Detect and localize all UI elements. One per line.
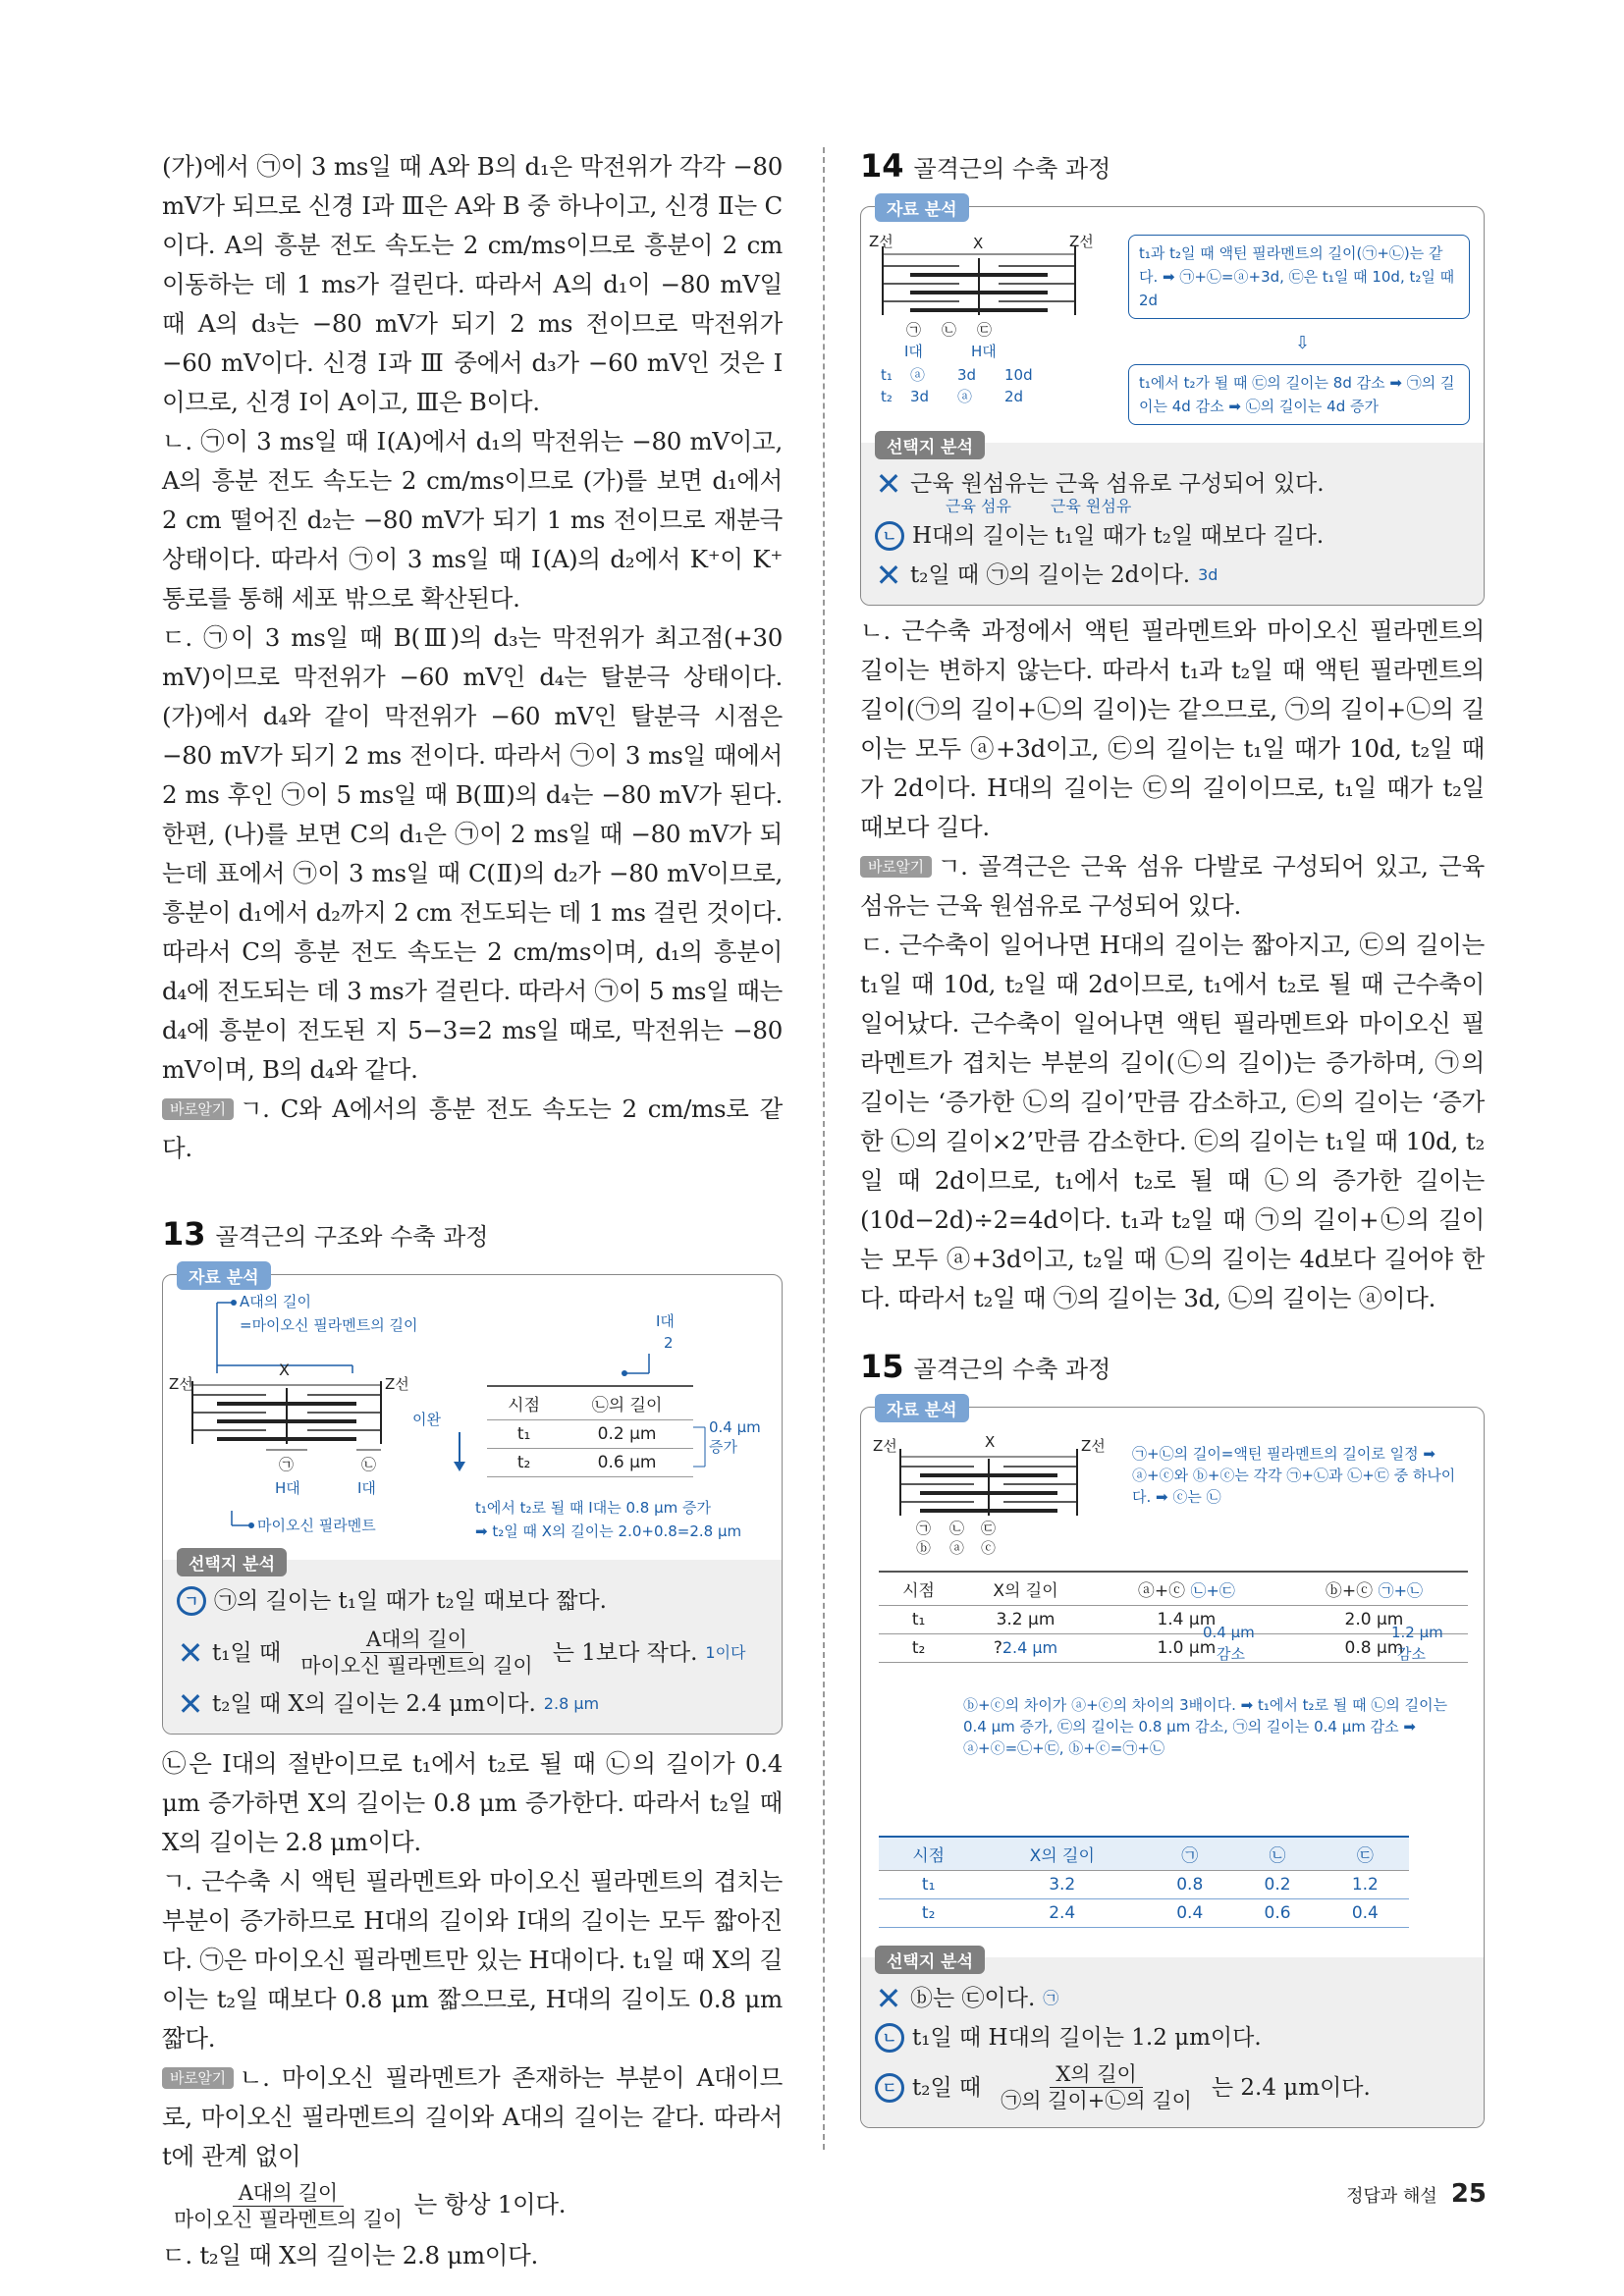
q14-option-1: ✕ 근육 원섬유는 근육 섬유로 구성되어 있다. xyxy=(875,465,1325,503)
option-analysis-tag: 선택지 분석 xyxy=(875,431,985,459)
question-15-heading: 15 골격근의 수축 과정 xyxy=(860,1348,1111,1385)
q13-correction-formula: $\frac{\text{A대의 길이}}{\text{마이오신 필라멘트의 길이}}$ 는 항상 1이다. xyxy=(174,2181,567,2231)
q15-result-table: 시점 X의 길이 ㉠ ㉡ ㉢ t₁ 3.2 0.8 0.2 1.2 t₂ 2.4 0.4 0.6 0.4 xyxy=(879,1836,1409,1928)
data-analysis-tag: 자료 분석 xyxy=(177,1261,271,1290)
page-footer xyxy=(1346,2179,1487,2209)
q15-note-mid: ⓑ+ⓒ의 차이가 ⓐ+ⓒ의 차이의 3배이다. ➡ t₁에서 t₂로 될 때 ㉡의 길이는 0.4 μm 증가, ㉢의 길이는 0.8 μm 감소, ㉠의 길이는 0.4 μm 감소 ➡ ⓐ+ⓒ=㉡+㉢, ⓑ+ⓒ=㉠+㉡ xyxy=(963,1696,1448,1757)
z-line-label: Z선 xyxy=(869,233,893,250)
option-analysis-tag: 선택지 분석 xyxy=(875,1946,985,1974)
decrease-amount-1: 0.4 μm xyxy=(1203,1624,1255,1641)
label-circle-2: ㉡ xyxy=(949,1520,965,1537)
x-label: X xyxy=(985,1433,996,1451)
q13-explanation: ㉡은 I대의 절반이므로 t₁에서 t₂로 될 때 ㉡의 길이가 0.4 μm 증가하면 X의 길이는 0.8 μm 증가한다. 따라서 t₂일 때 X의 길이는 2.8 μm이다. xyxy=(162,1749,783,1856)
explanation-paragraph: (가)에서 ㉠이 3 ms일 때 A와 B의 d₁은 막전위가 각각 −80 mV가 되므로 신경 Ⅰ과 Ⅲ은 A와 B 중 하나이고, 신경 Ⅱ는 C이다. A의 흥분 전도 속도는 2 cm/ms이므로 흥분이 2 cm 이동하는 데 1 ms가 걸린다. 따라서 A의 d₁이 −80 mV일 때 A의 d₃는 −80 mV가 되기 2 ms 전이므로 막전위가 −60 mV이다. 신경 Ⅰ과 Ⅲ 중에서 d₃가 −60 mV인 것은 Ⅰ이므로, 신경 Ⅰ이 A이고, Ⅲ은 B이다. xyxy=(162,152,783,416)
column-divider xyxy=(823,147,825,2150)
label-circle-3: ㉢ xyxy=(977,321,993,339)
label-circle-2: ㉡ xyxy=(942,321,957,339)
q13-option-3: ✕ t₂일 때 X의 길이는 2.4 μm이다. 2.8 μm xyxy=(177,1685,600,1723)
correction-paragraph: 바로알기 ㄱ. C와 A에서의 흥분 전도 속도는 2 cm/ms로 같다. xyxy=(162,1095,783,1162)
correction-tag: 바로알기 xyxy=(162,1098,234,1120)
i-band-label: I대 xyxy=(357,1479,376,1497)
right-column xyxy=(860,147,1485,2128)
q13-analysis-box xyxy=(162,1268,783,1735)
q13-option-1: ㄱ ㉠의 길이는 t₁일 때가 t₂일 때보다 짧다. xyxy=(177,1581,768,1621)
q13-diagram-area xyxy=(163,1275,782,1560)
q14-values: t₁ ⓐ 3d 10d t₂ 3d ⓐ 2d xyxy=(881,366,1033,405)
i-band-annotation-2: 2 xyxy=(664,1334,674,1352)
label-circle-1: ㉠ xyxy=(916,1520,932,1537)
i-band-label: I대 xyxy=(904,343,923,360)
z-line-label: Z선 xyxy=(873,1437,897,1455)
q15-option-1: ✕ ⓑ는 ㉢이다. ㉠ xyxy=(875,1980,1059,2017)
explanation-paragraph: ㄷ. ㉠이 3 ms일 때 B(Ⅲ)의 d₃는 막전위가 최고점(+30 mV)이므로 막전위가 −60 mV인 d₄는 탈분극 상태이다. (가)에서 d₄와 같이 막전위가 −60 mV인 탈분극 시점은 −80 mV가 되기 2 ms 전이다. 따라서 ㉠이 3 ms일 때에서 2 ms 후인 ㉠이 5 ms일 때 B(Ⅲ)의 d₄는 −80 mV가 된다. 한편, (나)를 보면 C의 d₁은 ㉠이 2 ms일 때 −80 mV가 되는데 표에서 ㉠이 3 ms일 때 C(Ⅱ)의 d₂가 −80 mV이므로, 흥분이 d₁에서 d₂까지 2 cm 전도되는 데 1 ms 걸린 것이다. 따라서 C의 흥분 전도 속도는 2 cm/ms이며, d₁의 흥분이 d₄에 전도되는 데 3 ms가 걸린다. 따라서 ㉠이 5 ms일 때는 d₄에 흥분이 전도된 지 5−3=2 ms일 때로, 막전위는 −80 mV이며, B의 d₄와 같다. xyxy=(162,623,783,1084)
left-column xyxy=(162,147,783,2275)
q14-option-2: ㄴ H대의 길이는 t₁일 때가 t₂일 때보다 길다. xyxy=(875,516,1470,556)
relax-label: 이완 xyxy=(412,1411,441,1428)
q15-analysis-box xyxy=(860,1401,1485,2128)
label-circle-2: ㉡ xyxy=(361,1456,377,1473)
x-label: X xyxy=(973,235,984,252)
myosin-label: 마이오신 필라멘트 xyxy=(257,1517,376,1534)
q14-option-1-fix: 근육 섬유 근육 원섬유 xyxy=(946,497,1132,515)
q15-option-2: ㄴ t₁일 때 H대의 길이는 1.2 μm이다. xyxy=(875,2018,1470,2057)
a-band-annotation-2: =마이오신 필라멘트의 길이 xyxy=(240,1316,418,1334)
z-line-label: Z선 xyxy=(1069,233,1094,250)
z-line-label: Z선 xyxy=(385,1375,409,1393)
q14-note-box-1: t₁과 t₂일 때 액틴 필라멘트의 길이(㉠+㉡)는 같다. ➡ ㉠+㉡=ⓐ+3d, ㉢은 t₁일 때 10d, t₂일 때 2d xyxy=(1128,235,1470,319)
decrease-amount-2: 1.2 μm xyxy=(1391,1624,1443,1641)
q15-diagram-area xyxy=(861,1408,1484,1957)
decrease-label-2: 감소 xyxy=(1397,1645,1426,1663)
q15-sarcomere-diagram xyxy=(861,1408,1097,1545)
q14-correction: 바로알기 ㄱ. 골격근은 근육 섬유 다발로 구성되어 있고, 근육 섬유는 근육 원섬유로 구성되어 있다. xyxy=(860,852,1485,920)
q15-option-3: ㄷ t₂일 때 $\frac{\text{X의 길이}}{\text{㉠의 길이+㉡의 길이}}$ 는 2.4 μm이다. xyxy=(875,2057,1470,2117)
increase-amount: 0.4 μm xyxy=(709,1418,761,1436)
i-band-annotation: I대 xyxy=(656,1312,675,1330)
data-analysis-tag: 자료 분석 xyxy=(875,193,969,222)
q13-correction: 바로알기 ㄴ. 마이오신 필라멘트가 존재하는 부분이 A대이므로, 마이오신 필라멘트의 길이와 A대의 길이는 같다. 따라서 t에 관계 없이 xyxy=(162,2063,783,2170)
data-analysis-tag: 자료 분석 xyxy=(875,1394,969,1422)
h-band-label: H대 xyxy=(275,1479,300,1497)
a-band-annotation: A대의 길이 xyxy=(240,1293,311,1310)
down-arrow-icon: ⇩ xyxy=(1295,333,1311,353)
q14-note-box-2: t₁에서 t₂가 될 때 ㉢의 길이는 8d 감소 ➡ ㉠의 길이는 4d 감소 ➡ ㉡의 길이는 4d 증가 xyxy=(1128,364,1470,425)
question-14-heading: 14 골격근의 수축 과정 xyxy=(860,147,1111,185)
label-c: ⓒ xyxy=(981,1539,997,1557)
q13-option-2: ✕ t₁일 때 $\frac{\text{A대의 길이}}{\text{마이오신 필라멘트의 길이}}$ 는 1보다 작다. 1이다 xyxy=(177,1628,746,1678)
question-13-heading: 13 골격근의 구조와 수축 과정 xyxy=(162,1215,489,1253)
q14-option-3: ✕ t₂일 때 ㉠의 길이는 2d이다. 3d xyxy=(875,557,1218,594)
label-a: ⓐ xyxy=(949,1539,965,1557)
label-b: ⓑ xyxy=(916,1539,932,1557)
q14-correction-2: ㄷ. 근수축이 일어나면 H대의 길이는 짧아지고, ㉢의 길이는 t₁일 때 10d, t₂일 때 2d이므로, t₁에서 t₂로 될 때 근수축이 일어났다. 근수축이 일어나면 액틴 필라멘트와 마이오신 필라멘트가 겹치는 부분의 길이(㉡의 길이)는 증가하며, ㉠의 길이는 ‘증가한 ㉡의 길이’만큼 감소하고, ㉢의 길이는 ‘증가한 ㉡의 길이×2’만큼 감소한다. ㉢의 길이는 t₁일 때 10d, t₂일 때 2d이므로, t₁에서 t₂로 될 때 ㉡의 증가한 길이는 (10d−2d)÷2=4d이다. t₁과 t₂일 때 ㉠의 길이+㉡의 길이는 모두 ⓐ+3d이고, t₂일 때 ㉡의 길이는 4d보다 길어야 한다. 따라서 t₂일 때 ㉠의 길이는 3d, ㉡의 길이는 ⓐ이다. xyxy=(860,931,1485,1312)
q13-correction-2: ㄷ. t₂일 때 X의 길이는 2.8 μm이다. xyxy=(162,2241,539,2269)
page-number: 25 xyxy=(1450,2179,1487,2209)
q13-table: 시점 ㉡의 길이 t₁ 0.2 μm t₂ 0.6 μm xyxy=(487,1385,693,1477)
label-circle-1: ㉠ xyxy=(906,321,922,339)
q13-options xyxy=(163,1555,782,1734)
decrease-label-1: 감소 xyxy=(1217,1645,1245,1663)
q15-note-top: ㉠+㉡의 길이=액틴 필라멘트의 길이로 일정 ➡ ⓐ+ⓒ와 ⓑ+ⓒ는 각각 ㉠+㉡과 ㉡+㉢ 중 하나이다. ➡ ⓒ는 ㉡ xyxy=(1132,1445,1456,1506)
option-analysis-tag: 선택지 분석 xyxy=(177,1548,287,1576)
h-band-label: H대 xyxy=(971,343,997,360)
q13-explanation: ㄱ. 근수축 시 액틴 필라멘트와 마이오신 필라멘트의 겹치는 부분이 증가하므로 H대의 길이와 I대의 길이는 모두 짧아진다. ㉠은 마이오신 필라멘트만 있는 H대이다. t₁일 때 X의 길이는 t₂일 때보다 0.8 μm 짧으므로, H대의 길이도 0.8 μm 짧다. xyxy=(162,1867,783,2053)
label-circle-1: ㉠ xyxy=(279,1456,295,1473)
q14-options xyxy=(861,438,1484,605)
explanation-paragraph: ㄴ. ㉠이 3 ms일 때 Ⅰ(A)에서 d₁의 막전위는 −80 mV이고, A의 흥분 전도 속도는 2 cm/ms이므로 (가)를 보면 d₁에서 2 cm 떨어진 d₂는 −80 mV가 되기 1 ms 전이므로 재분극 상태이다. 따라서 ㉠이 3 ms일 때 Ⅰ(A)의 d₂에서 K⁺이 K⁺ 통로를 통해 세포 밖으로 확산된다. xyxy=(162,427,783,613)
label-circle-3: ㉢ xyxy=(981,1520,997,1537)
z-line-label: Z선 xyxy=(169,1375,193,1393)
x-label: X xyxy=(279,1361,290,1379)
z-line-label: Z선 xyxy=(1081,1437,1106,1455)
increase-label: 증가 xyxy=(709,1438,737,1456)
q14-diagram-area xyxy=(861,207,1484,443)
q14-explanation: ㄴ. 근수축 과정에서 액틴 필라멘트와 마이오신 필라멘트의 길이는 변하지 않는다. 따라서 t₁과 t₂일 때 액틴 필라멘트의 길이(㉠의 길이+㉡의 길이)는 같으므로, ㉠의 길이+㉡의 길이는 모두 ⓐ+3d이고, ㉢의 길이는 t₁일 때가 10d, t₂일 때가 2d이다. H대의 길이는 ㉢의 길이이므로, t₁일 때가 t₂일 때보다 길다. xyxy=(860,616,1485,841)
q15-table: 시점 X의 길이 ⓐ+ⓒ ㉡+㉢ ⓑ+ⓒ ㉠+㉡ t₁ 3.2 μm 1.4 μm 2.0 μm t₂ ?2.4 μm 1.0 μm 0.8 μm xyxy=(879,1571,1468,1663)
q13-note-2: ➡ t₂일 때 X의 길이는 2.0+0.8=2.8 μm xyxy=(475,1522,742,1540)
footer-label: 정답과 해설 xyxy=(1346,2186,1437,2207)
q14-analysis-box xyxy=(860,200,1485,606)
q15-options xyxy=(861,1952,1484,2127)
q13-note-1: t₁에서 t₂로 될 때 I대는 0.8 μm 증가 xyxy=(475,1499,712,1517)
